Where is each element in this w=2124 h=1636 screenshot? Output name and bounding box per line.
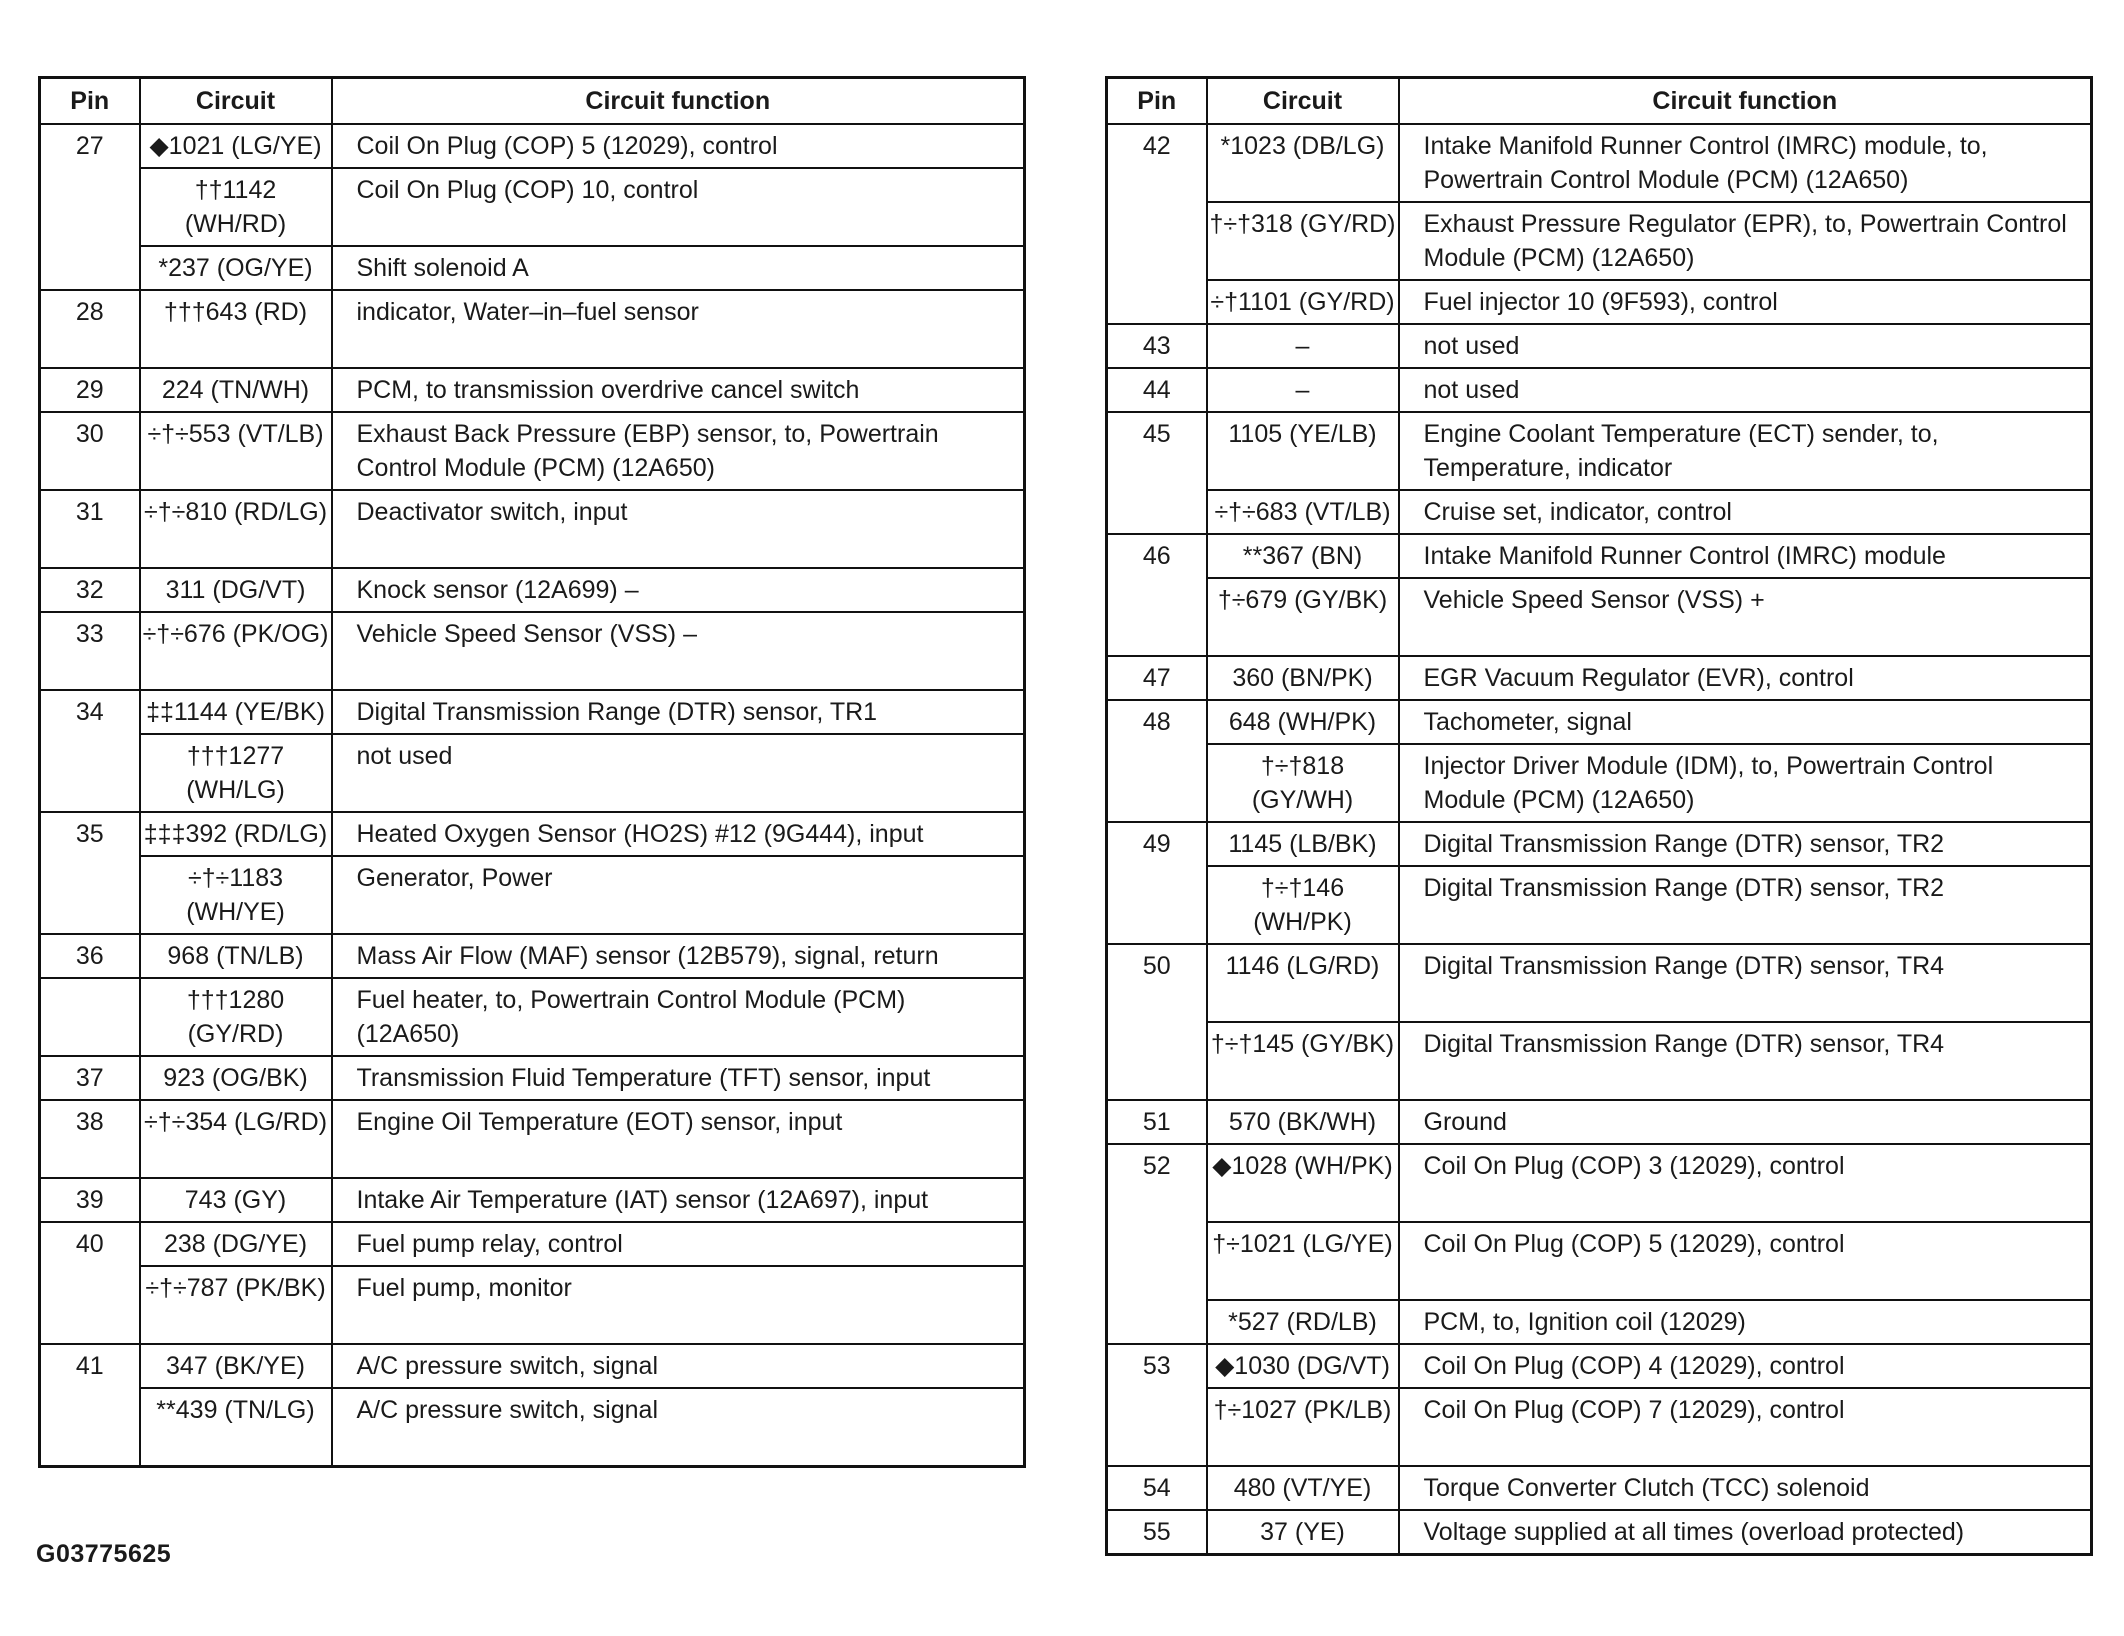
pin-number: 50: [1107, 944, 1207, 1100]
circuit-cell: †††1277 (WH/LG): [140, 734, 332, 812]
circuit-cell: ÷†÷354 (LG/RD): [140, 1100, 332, 1178]
circuit-cell: ÷†÷553 (VT/LB): [140, 412, 332, 490]
function-cell: Intake Manifold Runner Control (IMRC) module, to, Powertrain Control Module (PCM) (12A650): [1399, 124, 2092, 202]
function-cell: Digital Transmission Range (DTR) sensor, TR1: [332, 690, 1025, 734]
pin-number: 32: [40, 568, 140, 612]
table-row: [1107, 324, 2092, 368]
function-cell: Digital Transmission Range (DTR) sensor, TR2: [1399, 822, 2092, 866]
function-cell: indicator, Water–in–fuel sensor: [332, 290, 1025, 368]
circuit-cell: 1105 (YE/LB): [1207, 412, 1399, 490]
circuit-cell: 923 (OG/BK): [140, 1056, 332, 1100]
table-row: [40, 734, 1025, 812]
circuit-cell: ††1142 (WH/RD): [140, 168, 332, 246]
function-cell: Fuel heater, to, Powertrain Control Module (PCM) (12A650): [332, 978, 1025, 1056]
table-row: [40, 124, 1025, 168]
circuit-cell: 743 (GY): [140, 1178, 332, 1222]
circuit-cell: 480 (VT/YE): [1207, 1466, 1399, 1510]
function-header: Circuit function: [332, 78, 1025, 125]
function-cell: Vehicle Speed Sensor (VSS) –: [332, 612, 1025, 690]
function-cell: Fuel pump, monitor: [332, 1266, 1025, 1344]
table-row: [1107, 1022, 2092, 1100]
table-row: [1107, 534, 2092, 578]
pin-number: 42: [1107, 124, 1207, 324]
function-cell: Coil On Plug (COP) 4 (12029), control: [1399, 1344, 2092, 1388]
function-cell: Transmission Fluid Temperature (TFT) sensor, input: [332, 1056, 1025, 1100]
function-cell: Fuel pump relay, control: [332, 1222, 1025, 1266]
circuit-cell: †÷†818 (GY/WH): [1207, 744, 1399, 822]
function-cell: Intake Air Temperature (IAT) sensor (12A697), input: [332, 1178, 1025, 1222]
circuit-cell: 570 (BK/WH): [1207, 1100, 1399, 1144]
circuit-cell: ÷†1101 (GY/RD): [1207, 280, 1399, 324]
pin-table-right: [1105, 76, 2093, 1556]
table-row: [1107, 822, 2092, 866]
circuit-cell: 648 (WH/PK): [1207, 700, 1399, 744]
pin-number: 49: [1107, 822, 1207, 944]
function-cell: Digital Transmission Range (DTR) sensor, TR2: [1399, 866, 2092, 944]
circuit-cell: †÷1021 (LG/YE): [1207, 1222, 1399, 1300]
function-cell: Cruise set, indicator, control: [1399, 490, 2092, 534]
circuit-cell: ÷†÷683 (VT/LB): [1207, 490, 1399, 534]
function-cell: Coil On Plug (COP) 7 (12029), control: [1399, 1388, 2092, 1466]
circuit-cell: 347 (BK/YE): [140, 1344, 332, 1388]
circuit-cell: *527 (RD/LB): [1207, 1300, 1399, 1344]
table-row: [40, 690, 1025, 734]
pin-number: 47: [1107, 656, 1207, 700]
function-cell: Heated Oxygen Sensor (HO2S) #12 (9G444), input: [332, 812, 1025, 856]
table-row: [1107, 368, 2092, 412]
table-row: [1107, 744, 2092, 822]
circuit-cell: ÷†÷787 (PK/BK): [140, 1266, 332, 1344]
table-row: [1107, 1100, 2092, 1144]
circuit-cell: ‡‡‡392 (RD/LG): [140, 812, 332, 856]
function-cell: Deactivator switch, input: [332, 490, 1025, 568]
pin-number: [40, 978, 140, 1056]
table-row: [1107, 944, 2092, 1022]
table-row: [1107, 1510, 2092, 1555]
circuit-cell: †÷679 (GY/BK): [1207, 578, 1399, 656]
pin-number: 55: [1107, 1510, 1207, 1555]
function-cell: Coil On Plug (COP) 3 (12029), control: [1399, 1144, 2092, 1222]
table-row: [40, 168, 1025, 246]
circuit-cell: ◆1021 (LG/YE): [140, 124, 332, 168]
function-cell: Generator, Power: [332, 856, 1025, 934]
table-row: [1107, 1144, 2092, 1222]
table-row: [40, 1344, 1025, 1388]
circuit-cell: ◆1030 (DG/VT): [1207, 1344, 1399, 1388]
table-row: [1107, 1300, 2092, 1344]
function-cell: Intake Manifold Runner Control (IMRC) module: [1399, 534, 2092, 578]
table-row: [40, 934, 1025, 978]
pin-number: 29: [40, 368, 140, 412]
function-cell: Voltage supplied at all times (overload protected): [1399, 1510, 2092, 1555]
header-row: [40, 78, 1025, 125]
circuit-cell: 224 (TN/WH): [140, 368, 332, 412]
circuit-header: Circuit: [140, 78, 332, 125]
pin-number: 54: [1107, 1466, 1207, 1510]
function-cell: Torque Converter Clutch (TCC) solenoid: [1399, 1466, 2092, 1510]
function-cell: PCM, to transmission overdrive cancel switch: [332, 368, 1025, 412]
pin-number: 51: [1107, 1100, 1207, 1144]
circuit-cell: **439 (TN/LG): [140, 1388, 332, 1467]
pin-number: 40: [40, 1222, 140, 1344]
circuit-cell: *1023 (DB/LG): [1207, 124, 1399, 202]
function-cell: Vehicle Speed Sensor (VSS) +: [1399, 578, 2092, 656]
pin-number: 33: [40, 612, 140, 690]
pin-number: 53: [1107, 1344, 1207, 1466]
pin-number: 36: [40, 934, 140, 978]
circuit-cell: 37 (YE): [1207, 1510, 1399, 1555]
circuit-cell: ‡‡1144 (YE/BK): [140, 690, 332, 734]
function-cell: Coil On Plug (COP) 5 (12029), control: [332, 124, 1025, 168]
pin-number: 34: [40, 690, 140, 812]
function-cell: Digital Transmission Range (DTR) sensor, TR4: [1399, 944, 2092, 1022]
table-row: [1107, 700, 2092, 744]
pin-number: 43: [1107, 324, 1207, 368]
table-row: [1107, 124, 2092, 202]
pin-number: 35: [40, 812, 140, 934]
table-row: [40, 1222, 1025, 1266]
function-cell: not used: [332, 734, 1025, 812]
table-row: [40, 1178, 1025, 1222]
circuit-cell: †††1280 (GY/RD): [140, 978, 332, 1056]
table-row: [1107, 578, 2092, 656]
function-cell: Knock sensor (12A699) –: [332, 568, 1025, 612]
table-row: [40, 1266, 1025, 1344]
table-row: [1107, 280, 2092, 324]
table-row: [40, 368, 1025, 412]
table-row: [1107, 1344, 2092, 1388]
pin-number: 39: [40, 1178, 140, 1222]
table-row: [40, 246, 1025, 290]
function-cell: A/C pressure switch, signal: [332, 1388, 1025, 1467]
function-cell: Coil On Plug (COP) 5 (12029), control: [1399, 1222, 2092, 1300]
pin-header: Pin: [40, 78, 140, 125]
pin-number: 44: [1107, 368, 1207, 412]
circuit-cell: *237 (OG/YE): [140, 246, 332, 290]
function-cell: Coil On Plug (COP) 10, control: [332, 168, 1025, 246]
circuit-cell: 360 (BN/PK): [1207, 656, 1399, 700]
table-row: [40, 412, 1025, 490]
circuit-cell: 1145 (LB/BK): [1207, 822, 1399, 866]
table-row: [40, 1388, 1025, 1467]
pin-number: 37: [40, 1056, 140, 1100]
pin-number: 27: [40, 124, 140, 290]
table-row: [1107, 1388, 2092, 1466]
function-cell: PCM, to, Ignition coil (12029): [1399, 1300, 2092, 1344]
pin-number: 48: [1107, 700, 1207, 822]
table-row: [40, 568, 1025, 612]
circuit-cell: †÷†145 (GY/BK): [1207, 1022, 1399, 1100]
table-row: [40, 1100, 1025, 1178]
function-header: Circuit function: [1399, 78, 2092, 125]
pin-table-left: [38, 76, 1026, 1468]
table-row: [1107, 412, 2092, 490]
function-cell: Tachometer, signal: [1399, 700, 2092, 744]
function-cell: Fuel injector 10 (9F593), control: [1399, 280, 2092, 324]
circuit-cell: ÷†÷810 (RD/LG): [140, 490, 332, 568]
pin-number: 30: [40, 412, 140, 490]
function-cell: EGR Vacuum Regulator (EVR), control: [1399, 656, 2092, 700]
pin-header: Pin: [1107, 78, 1207, 125]
circuit-cell: **367 (BN): [1207, 534, 1399, 578]
table-row: [40, 612, 1025, 690]
function-cell: Injector Driver Module (IDM), to, Powertrain Control Module (PCM) (12A650): [1399, 744, 2092, 822]
circuit-header: Circuit: [1207, 78, 1399, 125]
circuit-cell: ÷†÷1183 (WH/YE): [140, 856, 332, 934]
table-row: [40, 812, 1025, 856]
circuit-cell: –: [1207, 324, 1399, 368]
table-row: [40, 490, 1025, 568]
circuit-cell: ÷†÷676 (PK/OG): [140, 612, 332, 690]
function-cell: not used: [1399, 368, 2092, 412]
circuit-cell: 311 (DG/VT): [140, 568, 332, 612]
table-row: [1107, 1466, 2092, 1510]
table-row: [40, 1056, 1025, 1100]
circuit-cell: ◆1028 (WH/PK): [1207, 1144, 1399, 1222]
function-cell: Exhaust Back Pressure (EBP) sensor, to, Powertrain Control Module (PCM) (12A650): [332, 412, 1025, 490]
function-cell: Shift solenoid A: [332, 246, 1025, 290]
table-row: [1107, 1222, 2092, 1300]
table-row: [40, 978, 1025, 1056]
circuit-cell: †††643 (RD): [140, 290, 332, 368]
circuit-cell: †÷†318 (GY/RD): [1207, 202, 1399, 280]
table-row: [1107, 866, 2092, 944]
table-row: [1107, 490, 2092, 534]
function-cell: Engine Coolant Temperature (ECT) sender, to, Temperature, indicator: [1399, 412, 2092, 490]
table-row: [1107, 656, 2092, 700]
pin-number: 41: [40, 1344, 140, 1467]
figure-id: G03775625: [36, 1540, 172, 1568]
table-row: [40, 856, 1025, 934]
circuit-cell: †÷†146 (WH/PK): [1207, 866, 1399, 944]
function-cell: Ground: [1399, 1100, 2092, 1144]
function-cell: not used: [1399, 324, 2092, 368]
circuit-cell: 238 (DG/YE): [140, 1222, 332, 1266]
pin-number: 45: [1107, 412, 1207, 534]
pin-number: 31: [40, 490, 140, 568]
function-cell: Engine Oil Temperature (EOT) sensor, input: [332, 1100, 1025, 1178]
circuit-cell: 1146 (LG/RD): [1207, 944, 1399, 1022]
pin-number: 38: [40, 1100, 140, 1178]
circuit-cell: 968 (TN/LB): [140, 934, 332, 978]
function-cell: Digital Transmission Range (DTR) sensor, TR4: [1399, 1022, 2092, 1100]
function-cell: Mass Air Flow (MAF) sensor (12B579), signal, return: [332, 934, 1025, 978]
pin-number: 28: [40, 290, 140, 368]
header-row: [1107, 78, 2092, 125]
circuit-cell: †÷1027 (PK/LB): [1207, 1388, 1399, 1466]
function-cell: Exhaust Pressure Regulator (EPR), to, Powertrain Control Module (PCM) (12A650): [1399, 202, 2092, 280]
table-row: [1107, 202, 2092, 280]
function-cell: A/C pressure switch, signal: [332, 1344, 1025, 1388]
pin-number: 46: [1107, 534, 1207, 656]
table-row: [40, 290, 1025, 368]
circuit-cell: –: [1207, 368, 1399, 412]
pin-number: 52: [1107, 1144, 1207, 1344]
